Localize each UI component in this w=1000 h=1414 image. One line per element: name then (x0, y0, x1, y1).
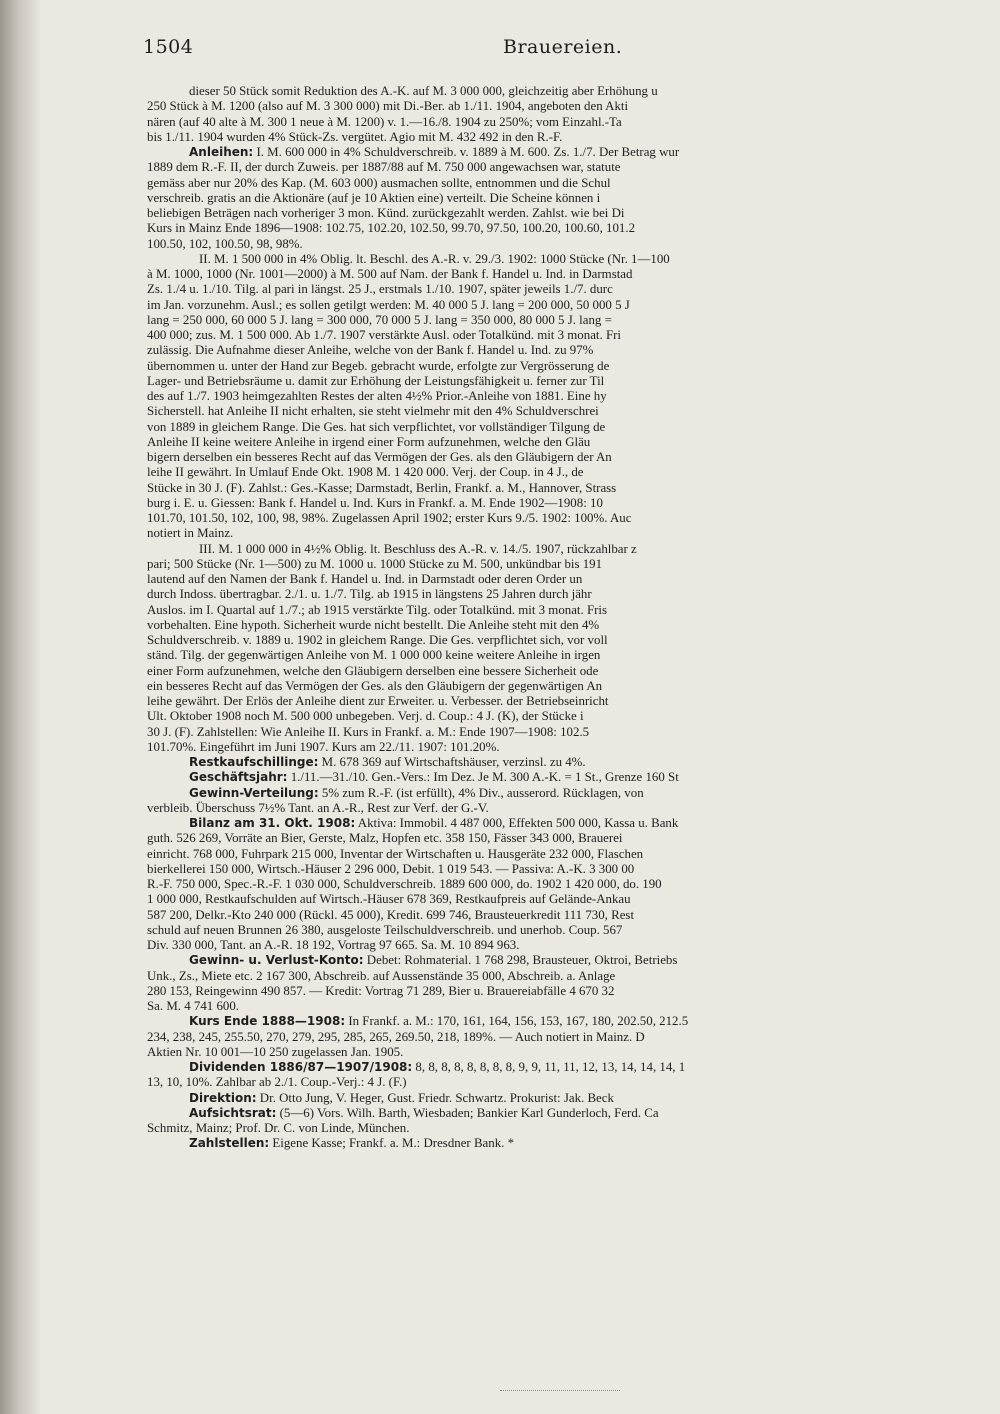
text-line: guth. 526 269, Vorräte an Bier, Gerste, Malz, Hopfen etc. 358 150, Fässer 343 000, Brauerei (147, 831, 623, 846)
section-heading: Gewinn- u. Verlust-Konto: (189, 953, 364, 968)
text-line: 101.70, 101.50, 102, 100, 98, 98%. Zugelassen April 1902; erster Kurs 9./5. 1902: 100%. Auc (147, 511, 632, 525)
page-number: 1504 (143, 36, 194, 58)
section-heading: Direktion: (189, 1090, 257, 1105)
text-line: 100.50, 102, 100.50, 98, 98%. (147, 236, 303, 251)
page-binding-shadow (0, 0, 42, 1414)
text-line: Anleihe II keine weitere Anleihe in irgend einer Form aufzunehmen, welche den Gläu (147, 434, 591, 449)
text-line: Restkaufschillinge: M. 678 369 auf Wirtschaftshäuser, verzinsl. zu 4%. (189, 755, 586, 769)
text-line: Lager- und Betriebsräume u. damit zur Erhöhung der Leistungsfähigkeit u. ferner zur Til (147, 373, 605, 388)
text-line: Zs. 1./4 u. 1./10. Tilg. al pari in längst. 25 J., erstmals 1./10. 1907, später jeweils 1./7. durc (147, 282, 613, 297)
text-line: 280 153, Reingewinn 490 857. — Kredit: Vortrag 71 289, Bier u. Brauereiabfälle 4 670 32 (147, 983, 615, 998)
running-head: Brauereien. (503, 36, 623, 58)
text-line: Unk., Zs., Miete etc. 2 167 300, Abschreib. auf Aussenstände 35 000, Abschreib. a. Anlage (147, 968, 616, 983)
text-line: Gewinn-Verteilung: 5% zum R.-F. (ist erfüllt), 4% Div., ausserord. Rücklagen, von (189, 785, 644, 800)
text-line: verbleib. Überschuss 7½% Tant. an A.-R., Rest zur Verf. der G.-V. (147, 800, 489, 815)
text-line: 587 200, Delkr.-Kto 240 000 (Rückl. 45 000), Kredit. 699 746, Brausteuerkredit 111 730, Rest (147, 907, 635, 922)
section-heading: Restkaufschillinge: (189, 755, 319, 769)
text-line: zulässig. Die Aufnahme dieser Anleihe, welche von der Bank f. Handel u. Ind. zu 97% (147, 343, 594, 358)
text-line: burg i. E. u. Giessen: Bank f. Handel u. Ind. Kurs in Frankf. a. M. Ende 1902—1908: 10 (147, 495, 603, 510)
page-header (143, 36, 960, 66)
text-line: schuld auf neuen Brunnen 26 380, ausgeloste Teilschuldverschreib. und unerhob. Coup. 567 (147, 922, 623, 937)
section-heading: Zahlstellen: (189, 1136, 270, 1151)
footer-rule (500, 1390, 620, 1392)
text-line: 234, 238, 245, 255.50, 270, 279, 295, 285, 265, 269.50, 218, 189%. — Auch notiert in Mainz. D (147, 1029, 645, 1044)
text-line: Sa. M. 4 741 600. (147, 999, 240, 1013)
text-line: R.-F. 750 000, Spec.-R.-F. 1 030 000, Schuldverschreib. 1889 600 000, do. 1902 1 420 000, do. 190 (147, 877, 662, 891)
text-line: Dividenden 1886/87—1907/1908: 8, 8, 8, 8, 8, 8, 8, 8, 9, 9, 11, 11, 12, 13, 14, 14, 14, 1 (189, 1060, 686, 1074)
text-line: 101.70%. Eingeführt im Juni 1907. Kurs am 22./11. 1907: 101.20%. (147, 739, 500, 754)
text-line: ein besseres Recht auf das Vermögen der Ges. als den Gläubigern der gegenwärtigen An (147, 678, 603, 693)
text-line: Div. 330 000, Tant. an A.-R. 18 192, Vortrag 97 665. Sa. M. 10 894 963. (147, 938, 520, 952)
section-heading: Gewinn-Verteilung: (189, 785, 319, 800)
text-line: lang = 250 000, 60 000 5 J. lang = 300 000, 70 000 5 J. lang = 350 000, 80 000 5 J. lang = (147, 312, 612, 327)
text-line: Aufsichtsrat: (5—6) Vors. Wilh. Barth, Wiesbaden; Bankier Karl Gunderloch, Ferd. Ca (189, 1105, 659, 1120)
text-line: Ult. Oktober 1908 noch M. 500 000 unbegeben. Verj. d. Coup.: 4 J. (K), der Stücke i (147, 709, 584, 724)
text-line: II. M. 1 500 000 in 4% Oblig. lt. Beschl. des A.-R. v. 29./3. 1902: 1000 Stücke (Nr. 1—100 (199, 251, 670, 266)
section-heading: Anleihen: (189, 145, 254, 159)
text-line: Geschäftsjahr: 1./11.—31./10. Gen.-Vers.: Im Dez. Je M. 300 A.-K. = 1 St., Grenze 160 St (189, 770, 679, 785)
text-line: im Jan. vorzunehm. Ausl.; es sollen getilgt werden: M. 40 000 5 J. lang = 200 000, 50 000 5 J (147, 297, 630, 312)
text-line: Sicherstell. hat Anleihe II nicht erhalten, sie steht vielmehr mit den 4% Schuldverschrei (147, 404, 599, 419)
text-line: ständ. Tilg. der gegenwärtigen Anleihe von M. 1 000 000 keine weitere Anleihe in irgen (147, 648, 601, 663)
text-line: Bilanz am 31. Okt. 1908: Aktiva: Immobil. 4 487 000, Effekten 500 000, Kassa u. Bank (189, 816, 679, 830)
text-line: 400 000; zus. M. 1 500 000. Ab 1./7. 1907 verstärkte Ausl. oder Totalkünd. mit 3 monat. Fri (147, 328, 621, 342)
text-line: pari; 500 Stücke (Nr. 1—500) zu M. 1000 u. 1000 Stücke zu M. 500, unkündbar bis 191 (147, 556, 603, 571)
text-line: Kurs Ende 1888—1908: In Frankf. a. M.: 170, 161, 164, 156, 153, 167, 180, 202.50, 212.5 (189, 1014, 689, 1029)
text-line: einricht. 768 000, Fuhrpark 215 000, Inventar der Wirtschaften u. Hausgeräte 232 000, Flaschen (147, 846, 644, 861)
text-line: Direktion: Dr. Otto Jung, V. Heger, Gust. Friedr. Schwartz. Prokurist: Jak. Beck (189, 1090, 614, 1105)
text-line: nären (auf 40 alte à M. 300 1 neue à M. 1200) v. 1.—16./8. 1904 zu 250%; vom Einzahl.-Ta (147, 114, 622, 129)
text-line: Stücke in 30 J. (F). Zahlst.: Ges.-Kasse; Darmstadt, Berlin, Frankf. a. M., Hannover, Strass (147, 480, 617, 495)
text-line: 1889 dem R.-F. II, der durch Zuweis. per 1887/88 auf M. 750 000 angewachsen war, statute (147, 160, 621, 175)
text-line: à M. 1000, 1000 (Nr. 1001—2000) à M. 500 auf Nam. der Bank f. Handel u. Ind. in Darmstad (147, 267, 633, 281)
text-line: 1 000 000, Restkaufschulden auf Wirtsch.-Häuser 678 369, Restkaufpreis auf Gelände-Ankau (147, 892, 631, 907)
text-line: vorbehalten. Eine hypoth. Sicherheit wurde nicht bestellt. Die Anleihe steht mit den 4% (147, 617, 600, 632)
text-line: III. M. 1 000 000 in 4½% Oblig. lt. Beschluss des A.-R. v. 14./5. 1907, rückzahlbar z (199, 541, 637, 556)
text-line: bierkellerei 150 000, Wirtsch.-Häuser 2 296 000, Debit. 1 019 543. — Passiva: A.-K. 3 300 00 (147, 861, 635, 876)
text-line: durch Indoss. übertragbar. 2./1. u. 1./7. Tilg. ab 1915 in längstens 25 Jahren durch jähr (147, 587, 592, 602)
text-line: beliebigen Beträgen nach vorheriger 3 mon. Künd. zurückgezahlt werden. Zahlst. wie bei Di (147, 206, 625, 220)
text-line: des auf 1./7. 1903 heimgezahlten Restes der alten 4½% Prior.-Anleihe von 1881. Eine hy (147, 389, 607, 403)
text-line: verschreib. gratis an die Aktionäre (auf je 10 Aktien eine) verteilt. Die Scheine können i (147, 190, 601, 205)
text-line: Zahlstellen: Eigene Kasse; Frankf. a. M.: Dresdner Bank. * (189, 1136, 515, 1151)
text-line: gemäss aber nur 20% des Kap. (M. 603 000) ausmachen sollte, entnommen und die Schul (147, 175, 611, 190)
text-line: lautend auf den Namen der Bank f. Handel u. Ind. in Darmstadt oder deren Order un (147, 572, 583, 586)
text-line: 250 Stück à M. 1200 (also auf M. 3 300 000) mit Di.-Ber. ab 1./11. 1904, angeboten den Akti (147, 99, 629, 114)
text-line: Auslos. im I. Quartal auf 1./7.; ab 1915 verstärkte Tilg. oder Totalkünd. mit 3 monat. Fris (147, 602, 608, 617)
text-line: Gewinn- u. Verlust-Konto: Debet: Rohmaterial. 1 768 298, Brausteuer, Oktroi, Betriebs (189, 953, 678, 968)
text-line: bis 1./11. 1904 wurden 4% Stück-Zs. vergütet. Agio mit M. 432 492 in den R.-F. (147, 129, 563, 144)
section-heading: Aufsichtsrat: (189, 1105, 277, 1120)
text-line: leihe gewährt. Der Erlös der Anleihe dient zur Erweiter. u. Verbesser. der Betriebseinricht (147, 694, 609, 708)
section-heading: Bilanz am 31. Okt. 1908: (189, 816, 356, 830)
text-line: Aktien Nr. 10 001—10 250 zugelassen Jan. 1905. (147, 1044, 404, 1059)
section-heading: Geschäftsjahr: (189, 770, 288, 785)
section-heading: Dividenden 1886/87—1907/1908: (189, 1060, 413, 1074)
text-line: notiert in Mainz. (147, 526, 234, 541)
text-line: Anleihen: I. M. 600 000 in 4% Schuldverschreib. v. 1889 à M. 600. Zs. 1./7. Der Betrag wur (189, 145, 680, 159)
text-line: übernommen u. unter der Hand zur Begeb. gebracht wurde, erfolgte zur Vergrösserung de (147, 358, 610, 373)
body-text (147, 84, 983, 1152)
text-line: 30 J. (F). Zahlstellen: Wie Anleihe II. Kurs in Frankf. a. M.: Ende 1907—1908: 102.5 (147, 724, 590, 739)
text-line: Schuldverschreib. v. 1889 u. 1902 in gleichem Range. Die Ges. verpflichtet sich, vor voll (147, 633, 608, 647)
text-line: bigern derselben ein besseres Recht auf das Vermögen der Ges. als den Gläubigern der An (147, 450, 612, 464)
text-line: einer Form aufzunehmen, welche den Gläubigern derselben eine bessere Sicherheit ode (147, 663, 599, 678)
text-line: Kurs in Mainz Ende 1896—1908: 102.75, 102.20, 102.50, 99.70, 97.50, 100.20, 100.60, 101.2 (147, 221, 636, 236)
text-line: leihe II gewährt. In Umlauf Ende Okt. 1908 M. 1 420 000. Verj. der Coup. in 4 J., de (147, 465, 584, 480)
text-line: dieser 50 Stück somit Reduktion des A.-K. auf M. 3 000 000, gleichzeitig aber Erhöhung u (189, 84, 658, 98)
section-heading: Kurs Ende 1888—1908: (189, 1014, 346, 1029)
text-line: Schmitz, Mainz; Prof. Dr. C. von Linde, München. (147, 1121, 410, 1135)
text-line: 13, 10, 10%. Zahlbar ab 2./1. Coup.-Verj.: 4 J. (F.) (147, 1075, 407, 1090)
text-line: von 1889 in gleichem Range. Die Ges. hat sich verpflichtet, vor vollständiger Tilgung de (147, 419, 606, 434)
